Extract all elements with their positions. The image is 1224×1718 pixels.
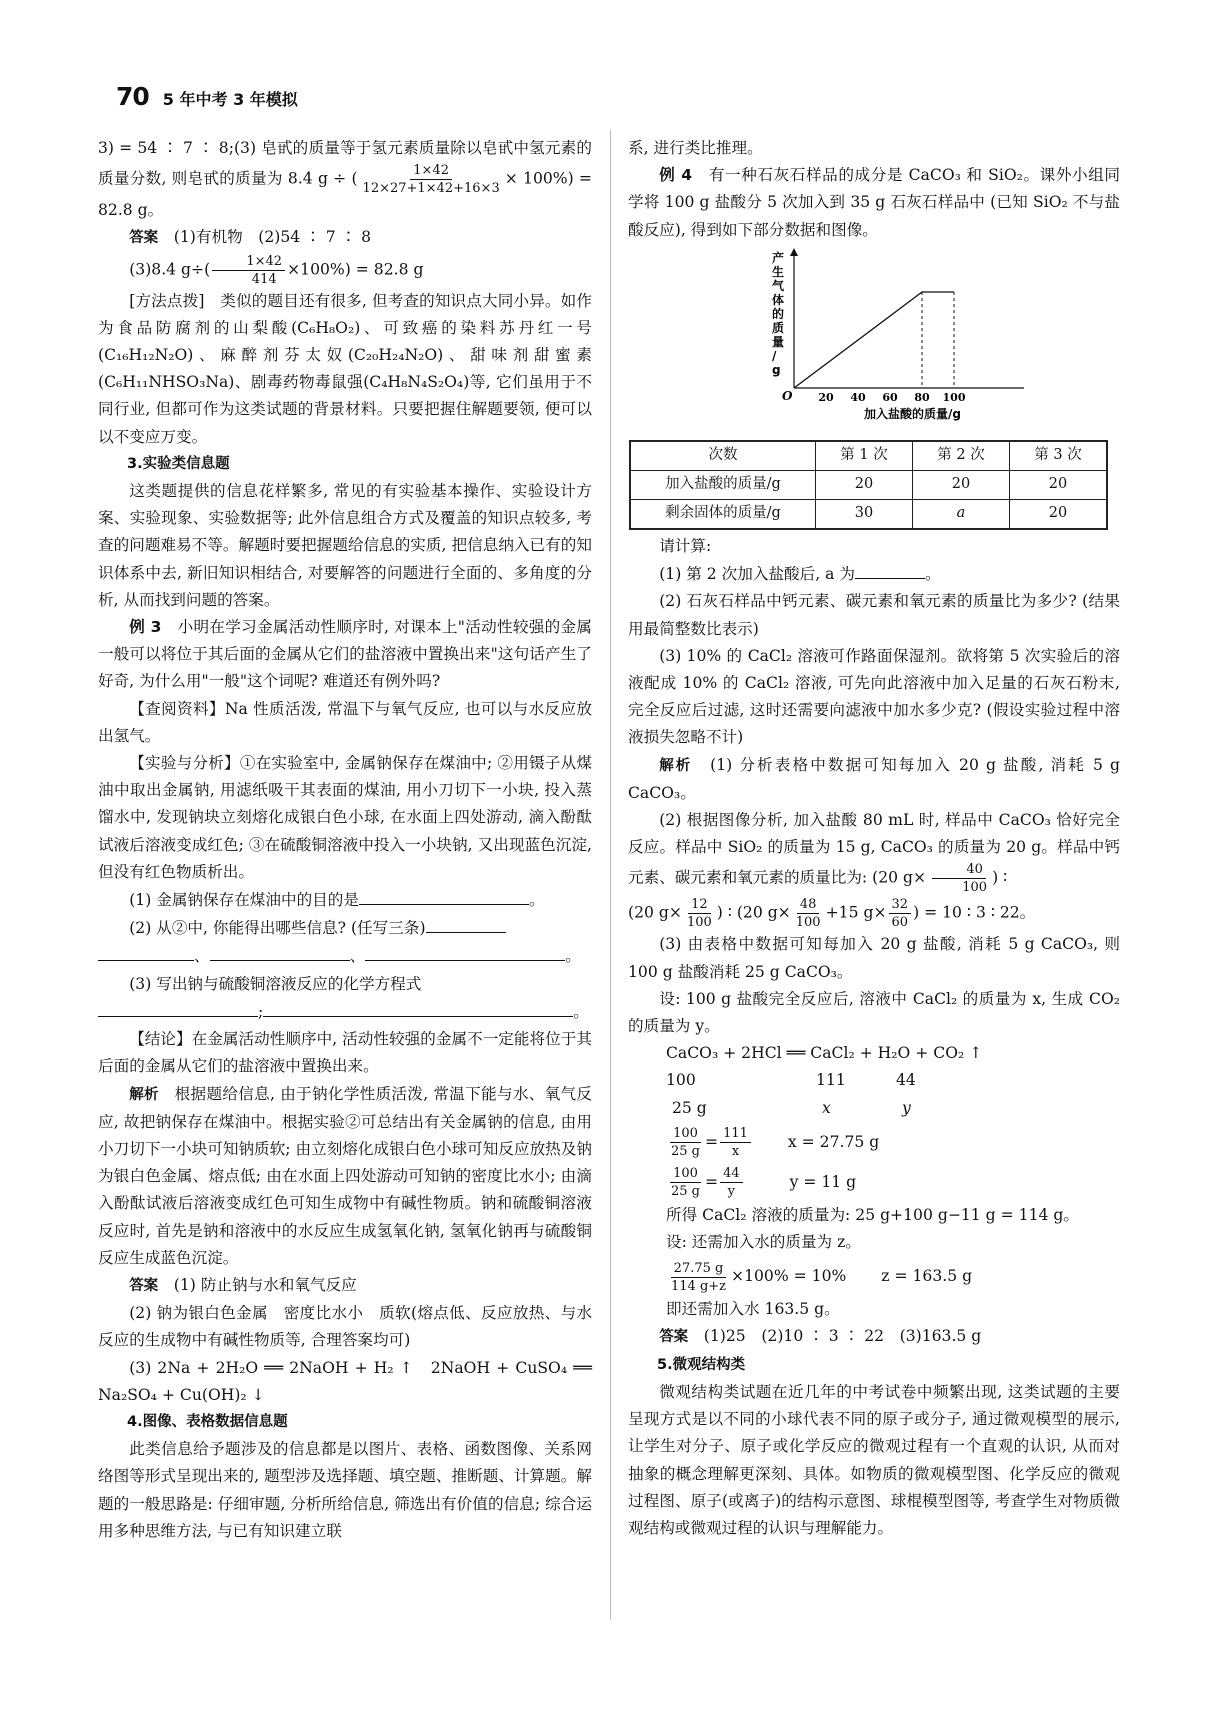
analysis-line: 设: 100 g 盐酸完全反应后, 溶液中 CaCl₂ 的质量为 x, 生成 CO₂ 的质量为 y。	[628, 989, 1120, 1036]
analysis: 解析 根据题给信息, 由于钠化学性质活泼, 常温下能与水、氧气反应, 故把钠保存在煤油中。根据实验②可总结出有关金属钠的信息, 由用小刀切下一小块可知钠质软; 由立刻熔化成银白色小球可知反应放热及钠为银白色金属、熔点低; 由在水面上四处游动可知钠的密度比水小; 由滴入酚酞试液后溶液变成红色可知生成物中有碱性物质。钠和硫酸铜溶液反应时, 首先是钠和溶液中的水反应生成氢氧化钠, 氢氧化钠再与硫酸铜反应生成蓝色沉淀。	[98, 1084, 592, 1267]
table-row: 加入盐酸的质量/g 20 20 20	[631, 471, 1107, 500]
answer-blank	[855, 560, 925, 579]
answer-line: (3)8.4 g÷( $\frac{1\times 42}{414}$ ×100%) = 82.8 g	[129, 253, 424, 287]
question-blanks: ; 。	[98, 998, 592, 1026]
x-tick-labels	[818, 391, 965, 404]
paragraph: 请计算:	[659, 537, 712, 556]
example: 例 4 有一种石灰石样品的成分是 CaCO₃ 和 SiO₂。课外小组同学将 100 g 盐酸分 5 次加入到 35 g 石灰石样品中 (已知 SiO₂ 不与盐酸反应), 得到如下部分数据和图像。	[628, 166, 1120, 239]
answer: 答案 (1)有机物 (2)54 ∶ 7 ∶ 8	[129, 228, 372, 247]
right-column	[628, 135, 1120, 1542]
section-title: 3.实验类信息题	[127, 455, 230, 472]
fraction: $\frac{1\times 42}{12\times 27+1\times 42+16\times 3}$	[362, 163, 500, 197]
analysis-label: 解析	[129, 1086, 159, 1103]
answer-blank	[426, 914, 506, 933]
example-label: 例 3	[129, 618, 162, 637]
answer-label: 答案	[659, 1329, 689, 1346]
paragraph: 3) = 54 ∶ 7 ∶ 8;(3) 皂甙的质量等于氢元素质量除以皂甙中氢元素的质量分数, 则皂甙的质量为 8.4 g ÷ ( $\frac{1\times 42}{12\times 27+1\times 42+16\times 3}$ × 100%) = 82.8 g。	[98, 139, 592, 220]
x-tick-label: 40	[850, 390, 866, 404]
analysis-line: (20 g× $\frac{12}{100}$ ) ∶ (20 g× $\frac{48}{100}$ +15 g× $\frac{32}{60}$ ) = 10 ∶ 3 ∶ 22。	[628, 897, 1036, 931]
paragraph: 【查阅资料】Na 性质活泼, 常温下与氧气反应, 也可以与水反应放出氢气。	[98, 699, 592, 745]
analysis: 解析 (1) 分析表格中数据可知每加入 20 g 盐酸, 消耗 5 g CaCO₃。	[628, 755, 1120, 802]
paragraph: 这类题提供的信息花样繁多, 常见的有实验基本操作、实验设计方案、实验现象、实验数据等; 此外信息组合方式及覆盖的知识点较多, 考查的问题难易不等。解题时要把握题给信息的实质, 把信息纳入已有的知识体系中去, 新旧知识相结合, 对要解答的问题进行全面的、多角度的分析, 从而找到问题的答案。	[98, 482, 592, 609]
example: 例 3 小明在学习金属活动性顺序时, 对课本上"活动性较强的金属一般可以将位于其后面的金属从它们的盐溶液中置换出来"这句话产生了好奇, 为什么用"一般"这个词呢? 难道还有例外吗?	[98, 618, 592, 691]
molar-mass-row: 100 111 44	[666, 1071, 916, 1090]
question: (2) 石灰石样品中钙元素、碳元素和氧元素的质量比为多少? (结果用最简整数比表示)	[628, 592, 1120, 638]
data-table	[630, 441, 1107, 529]
fraction: $\frac{1\times 42}{414}$	[212, 253, 285, 288]
answer-label: 答案	[129, 1277, 159, 1294]
answer: 答案 (1) 防止钠与水和氧气反应	[129, 1275, 357, 1294]
answer-line: (3) 2Na + 2H₂O ══ 2NaOH + H₂ ↑ 2NaOH + CuSO₄ ══ Na₂SO₄ + Cu(OH)₂ ↓	[98, 1358, 592, 1404]
x-tick-label: 60	[882, 390, 898, 404]
page-header	[116, 82, 298, 111]
paragraph: 此类信息给予题涉及的信息都是以图片、表格、函数图像、关系网络图等形式呈现出来的, 题型涉及选择题、填空题、推断题、计算题。解题的一般思路是: 仔细审题, 分析所给信息, 筛选出有价值的信息; 综合运用多种思维方法, 与已有知识建立联	[98, 1440, 592, 1540]
page-number: 70	[116, 82, 149, 111]
proportion-y: $\frac{100}{25 g}$ = $\frac{44}{y}$ y = 11 g	[671, 1166, 857, 1200]
analysis-line: (3) 由表格中数据可知每加入 20 g 盐酸, 消耗 5 g CaCO₃, 则 100 g 盐酸消耗 25 g CaCO₃。	[628, 935, 1120, 981]
actual-mass-row: 25 g x y	[672, 1098, 911, 1117]
left-column	[98, 135, 592, 1545]
y-axis-arrow	[790, 248, 798, 256]
table-row: 剩余固体的质量/g 30 a 20	[631, 500, 1107, 529]
origin-label: O	[782, 388, 793, 403]
paragraph: 微观结构类试题在近几年的中考试卷中频繁出现, 这类试题的主要呈现方式是以不同的小球代表不同的原子或分子, 通过微观模型的展示, 让学生对分子、原子或化学反应的微观过程有一个直观的认识, 从而对抽象的概念理解更深刻、具体。如物质的微观模型图、化学反应的微观过程图、原子(或离子)的结构示意图、球棍模型图等, 考查学生对物质微观结构或微观过程的认识与理解能力。	[628, 1382, 1120, 1537]
table-header-row: 次数 第 1 次 第 2 次 第 3 次	[631, 442, 1107, 471]
answer-line: (2) 钠为银白色金属 密度比水小 质软(熔点低、反应放热、与水反应的生成物中有碱性物质等, 合理答案均可)	[98, 1304, 592, 1350]
section-title: 4.图像、表格数据信息题	[127, 1413, 288, 1430]
conclusion: 【结论】在金属活动性顺序中, 活动性较强的金属不一定能将位于其后面的金属从它们的盐溶液中置换出来。	[98, 1030, 592, 1076]
question: (1) 第 2 次加入盐酸后, a 为 。	[628, 560, 1120, 588]
chemical-calculation	[628, 1040, 1120, 1323]
section-title: 5.微观结构类	[657, 1356, 746, 1373]
gas-mass-line-chart	[764, 248, 1034, 424]
dashed-guides	[922, 292, 954, 388]
method-tip: [方法点拨] 类似的题目还有很多, 但考查的知识点大同小异。如作为食品防腐剂的山梨酸(C₆H₈O₂)、可致癌的染料苏丹红一号(C₁₆H₁₂N₂O)、麻醉剂芬太奴(C₂₀H₂₄N₂O)、甜味剂甜蜜素(C₆H₁₁NHSO₃Na)、剧毒药物毒鼠强(C₄H₈N₄S₂O₄)等, 它们虽用于不同行业, 但都可作为这类试题的背景材料。只要把握住解题要领, 便可以以不变应万变。	[98, 291, 592, 446]
series-line	[794, 292, 954, 388]
result-line: 即还需加入水 163.5 g。	[666, 1300, 840, 1319]
book-series-title: 5 年中考 3 年模拟	[162, 90, 298, 109]
x-axis-label: 加入盐酸的质量/g	[864, 406, 961, 421]
solution-mass: 所得 CaCl₂ 溶液的质量为: 25 g+100 g−11 g = 114 g。	[666, 1205, 1079, 1224]
paragraph: 系, 进行类比推理。	[628, 139, 763, 157]
analysis-line: (2) 根据图像分析, 加入盐酸 80 mL 时, 样品中 CaCO₃ 恰好完全反应。样品中 SiO₂ 的质量为 15 g, CaCO₃ 的质量为 20 g。样品中钙元素、碳元素和氧元素的质量比为: (20 g× $\frac{40}{100}$ ) ∶	[628, 811, 1120, 896]
question: (1) 金属钠保存在煤油中的目的是 。	[98, 886, 592, 914]
proportion-x: $\frac{100}{25 g}$ = $\frac{111}{x}$ x = 27.75 g	[671, 1126, 880, 1160]
example-label: 例 4	[659, 166, 693, 185]
y-axis-label: 产生气体的质量/ g	[772, 250, 785, 377]
column-divider	[610, 130, 611, 1620]
answer-label: 答案	[129, 230, 159, 247]
x-tick-label: 100	[942, 390, 966, 404]
answer-blank	[359, 886, 529, 905]
question: (2) 从②中, 你能得出哪些信息? (任写三条)	[98, 914, 592, 942]
x-tick-label: 20	[818, 390, 834, 404]
x-tick-label: 80	[914, 390, 930, 404]
set-variable: 设: 还需加入水的质量为 z。	[666, 1233, 861, 1252]
question: (3) 写出钠与硫酸铜溶液反应的化学方程式	[129, 974, 422, 993]
question-blanks: 、 、 。	[98, 942, 592, 970]
question: (3) 10% 的 CaCl₂ 溶液可作路面保湿剂。欲将第 5 次实验后的溶液配成 10% 的 CaCl₂ 溶液, 可先向此溶液中加入足量的石灰石粉末, 完全反应后过滤, 这时还需要向滤液中加水多少克? (假设实验过程中溶液损失忽略不计)	[628, 646, 1120, 747]
proportion-z: $\frac{27.75 g}{114 g+z}$ ×100% = 10% z = 163.5 g	[671, 1260, 973, 1294]
analysis-label: 解析	[659, 757, 693, 774]
answer: 答案 (1)25 (2)10 ∶ 3 ∶ 22 (3)163.5 g	[659, 1327, 982, 1346]
paragraph: 【实验与分析】①在实验室中, 金属钠保存在煤油中; ②用镊子从煤油中取出金属钠, 用滤纸吸干其表面的煤油, 用小刀切下一小块, 投入蒸馏水中, 发现钠块立刻熔化成银白色小球, 在水面上四处游动, 滴入酚酞试液后溶液变成红色; ③在硫酸铜溶液中投入一小块钠, 又出现蓝色沉淀, 但没有红色物质析出。	[98, 754, 592, 881]
chemical-equation: CaCO₃ + 2HCl ══ CaCl₂ + H₂O + CO₂ ↑	[666, 1044, 983, 1063]
